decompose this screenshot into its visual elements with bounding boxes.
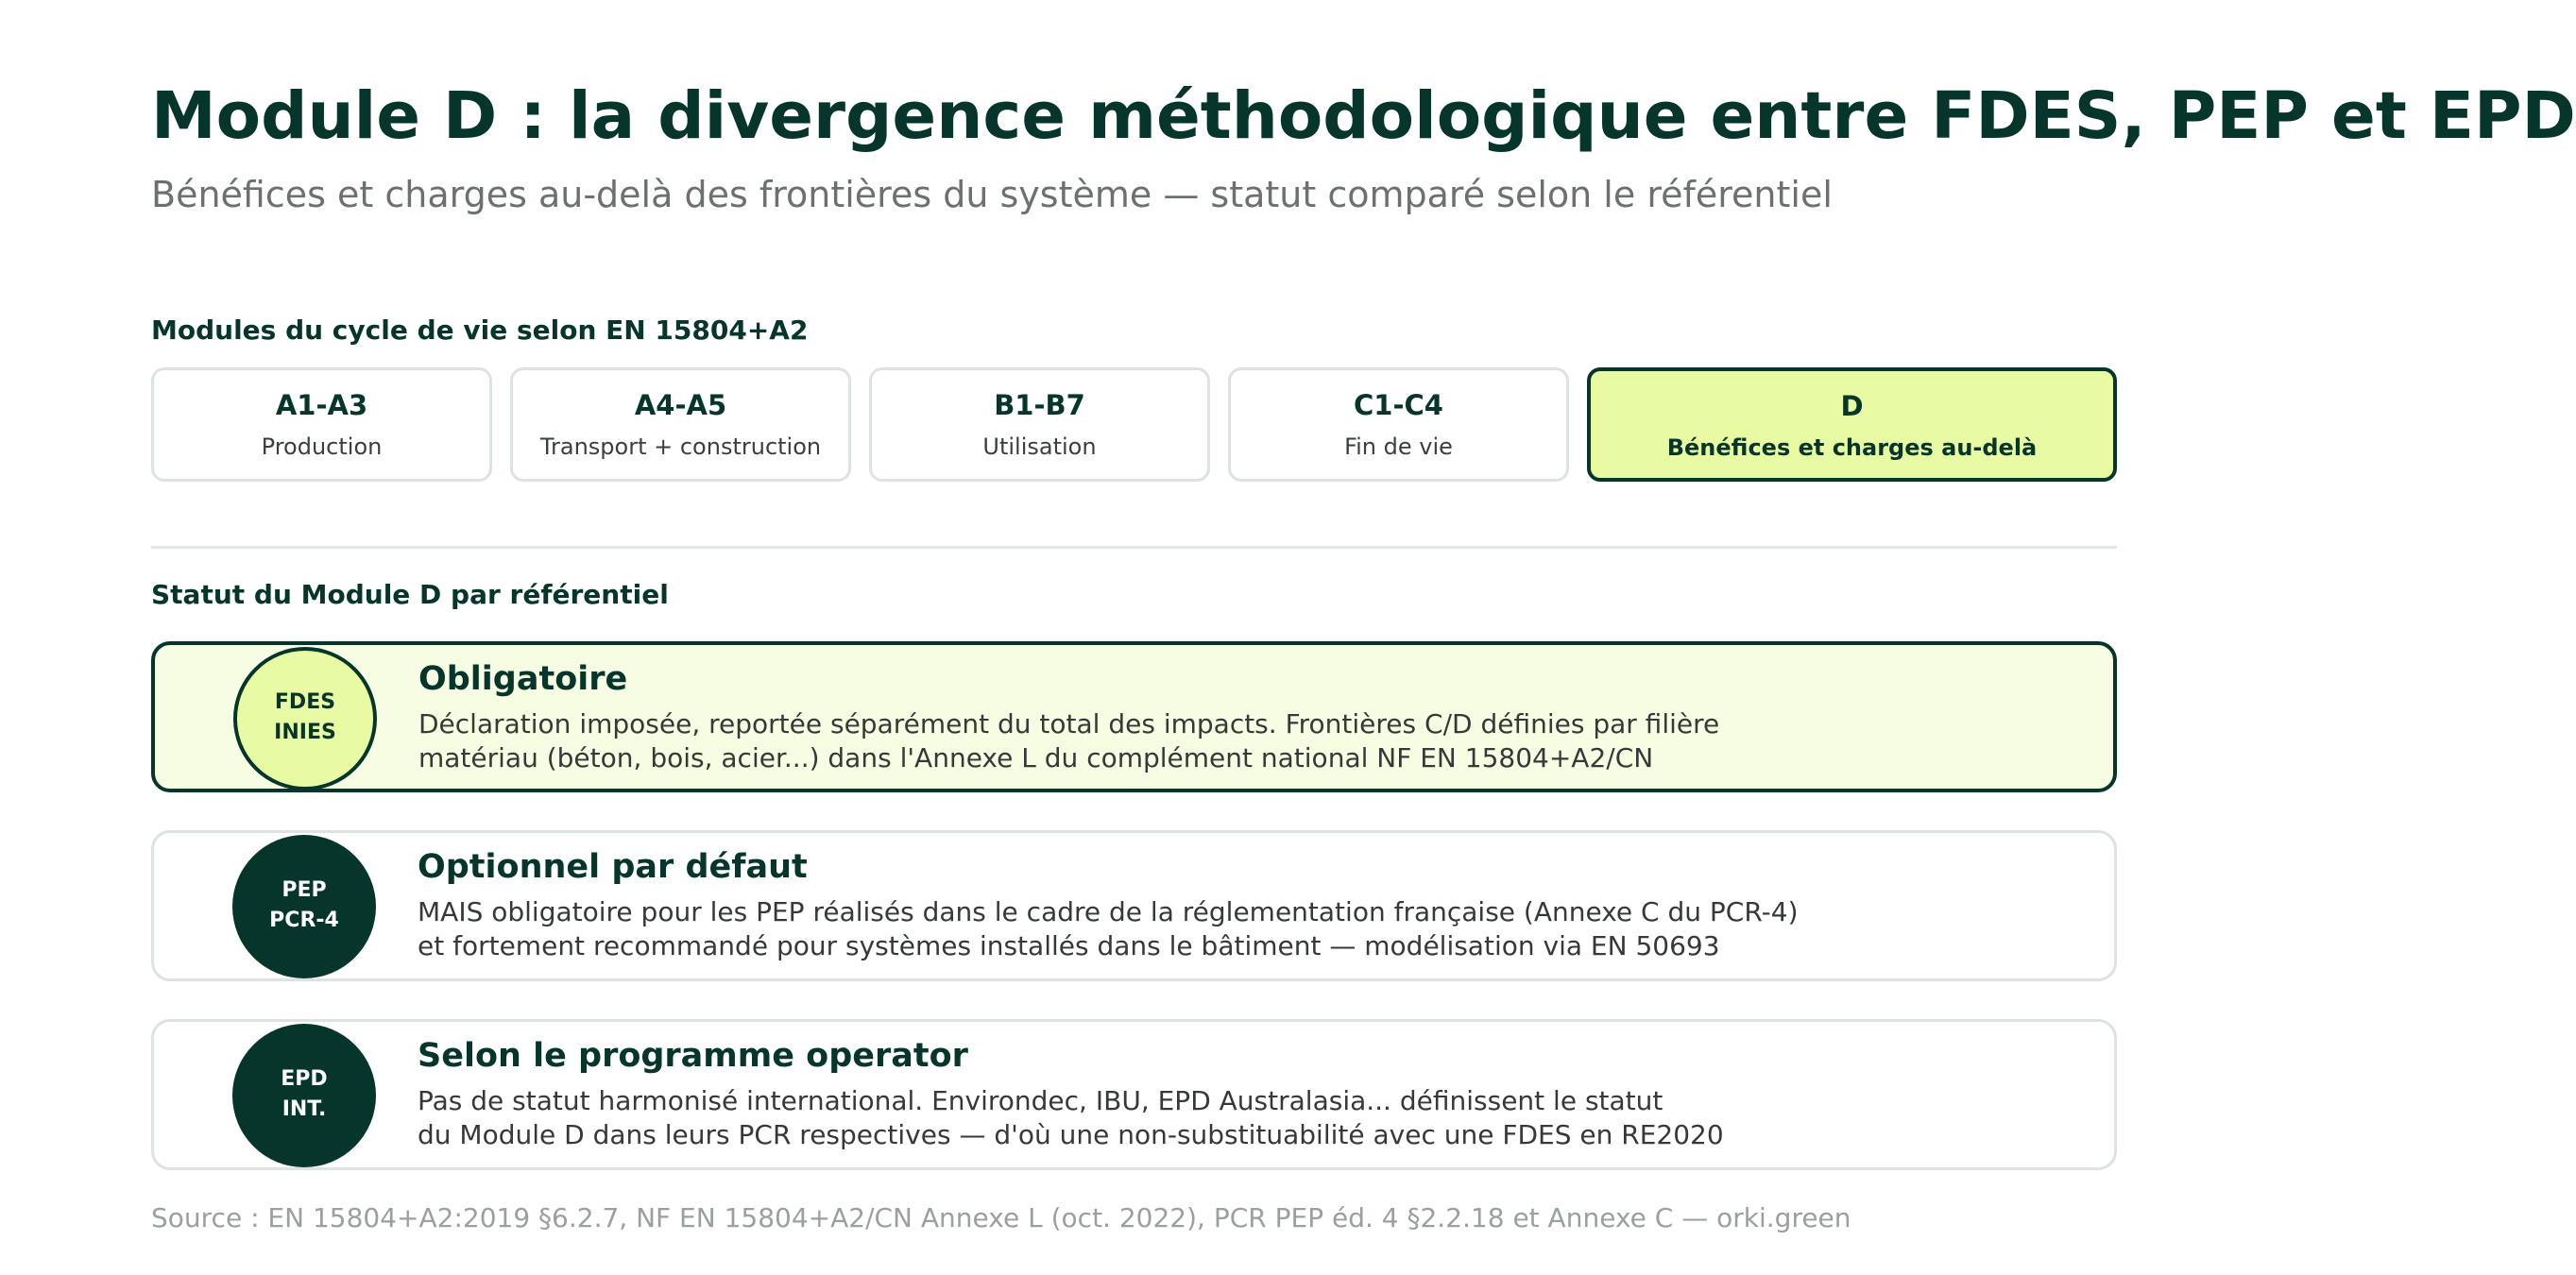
referential-badge: [232, 835, 376, 978]
module-description: Utilisation: [982, 434, 1097, 460]
module-code: D: [1840, 390, 1864, 422]
status-card-fdes: [151, 641, 2117, 792]
status-description: [418, 1084, 1724, 1152]
module-card-a1-a3: [151, 367, 492, 482]
badge-line-1: FDES: [274, 690, 336, 714]
badge-line-2: INIES: [274, 721, 336, 744]
referential-badge: [233, 647, 377, 790]
module-description: Production: [261, 434, 383, 460]
status-card-epd: [151, 1019, 2117, 1170]
status-card-pep: [151, 830, 2117, 981]
status-description: [418, 895, 1799, 963]
description-line-2: du Module D dans leurs PCR respectives — d'où une non-substituabilité avec une FDES en RE2020: [418, 1119, 1724, 1150]
page-title: Module D : la divergence méthodologique entre FDES, PEP et EPD: [151, 78, 2576, 154]
module-card-d-highlighted: [1587, 367, 2117, 482]
module-card-c1-c4: [1228, 367, 1569, 482]
module-code: A1-A3: [275, 389, 368, 421]
module-description: Fin de vie: [1344, 434, 1453, 460]
status-section-label: Statut du Module D par référentiel: [151, 579, 669, 610]
badge-line-1: PEP: [281, 878, 327, 902]
badge-line-2: INT.: [281, 1097, 327, 1121]
page-subtitle: Bénéfices et charges au-delà des frontières du système — statut comparé selon le référentiel: [151, 174, 1833, 215]
status-title: Optionnel par défaut: [418, 848, 808, 886]
description-line-1: Déclaration imposée, reportée séparément du total des impacts. Frontières C/D définies par filière: [418, 708, 1720, 740]
module-description: Transport + construction: [539, 434, 822, 460]
referential-badge: [232, 1024, 376, 1167]
source-footnote: Source : EN 15804+A2:2019 §6.2.7, NF EN 15804+A2/CN Annexe L (oct. 2022), PCR PEP éd. 4 §2.2.18 et Annexe C — orki.green: [151, 1202, 1851, 1233]
badge-line-1: EPD: [281, 1067, 328, 1091]
description-line-1: Pas de statut harmonisé international. Environdec, IBU, EPD Australasia... définissent le statut: [418, 1085, 1663, 1116]
status-description: [418, 707, 1719, 775]
module-card-b1-b7: [869, 367, 1210, 482]
module-description: Bénéfices et charges au-delà: [1666, 434, 2038, 461]
modules-section-label: Modules du cycle de vie selon EN 15804+A2: [151, 314, 809, 346]
description-line-1: MAIS obligatoire pour les PEP réalisés dans le cadre de la réglementation française (Annexe C du PCR-4): [418, 896, 1799, 927]
module-card-a4-a5: [510, 367, 851, 482]
status-title: Selon le programme operator: [418, 1037, 968, 1075]
module-code: A4-A5: [634, 389, 727, 421]
section-divider: [151, 546, 2117, 549]
description-line-2: et fortement recommandé pour systèmes installés dans le bâtiment — modélisation via EN 50693: [418, 930, 1720, 961]
module-code: B1-B7: [994, 389, 1085, 421]
lifecycle-modules-row: [151, 367, 2117, 482]
status-title: Obligatoire: [418, 660, 628, 698]
description-line-2: matériau (béton, bois, acier...) dans l'Annexe L du complément national NF EN 15804+A2/CN: [418, 742, 1654, 774]
module-code: C1-C4: [1354, 389, 1443, 421]
badge-line-2: PCR-4: [269, 909, 339, 932]
